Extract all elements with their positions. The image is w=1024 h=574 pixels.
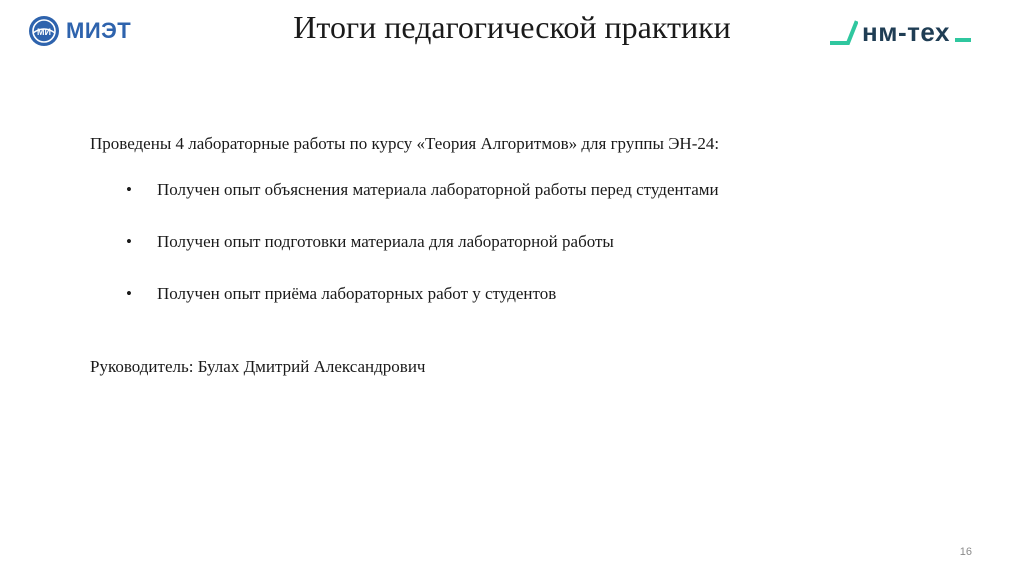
list-item xyxy=(90,282,970,306)
nmtex-underscore xyxy=(955,38,971,42)
page-number: 16 xyxy=(959,546,972,558)
bullet-list xyxy=(90,178,970,306)
slide-content xyxy=(90,132,970,334)
bullet-text: Получен опыт объяснения материала лабораторной работы перед студентами xyxy=(157,180,719,199)
nmtex-slash-icon xyxy=(828,17,858,47)
bullet-text: Получен опыт приёма лабораторных работ у студентов xyxy=(157,284,557,303)
bullet-marker: • xyxy=(126,232,132,251)
miet-emblem-text: МИ xyxy=(37,27,51,37)
bullet-text: Получен опыт подготовки материала для лабораторной работы xyxy=(157,232,614,251)
list-item xyxy=(90,178,970,202)
supervisor-text: Руководитель: Булах Дмитрий Александрович xyxy=(90,357,426,376)
bullet-marker: • xyxy=(126,180,132,199)
intro-text: Проведены 4 лабораторные работы по курсу «Теория Алгоритмов» для группы ЭН-24: xyxy=(90,134,720,153)
bullet-marker: • xyxy=(126,284,132,303)
nmtex-logo xyxy=(828,12,1004,52)
list-item xyxy=(90,230,970,254)
slide-title: Итоги педагогической практики xyxy=(293,9,731,45)
miet-wordmark: МИЭТ xyxy=(66,18,132,43)
nmtex-wordmark: нм-тех xyxy=(862,17,950,47)
